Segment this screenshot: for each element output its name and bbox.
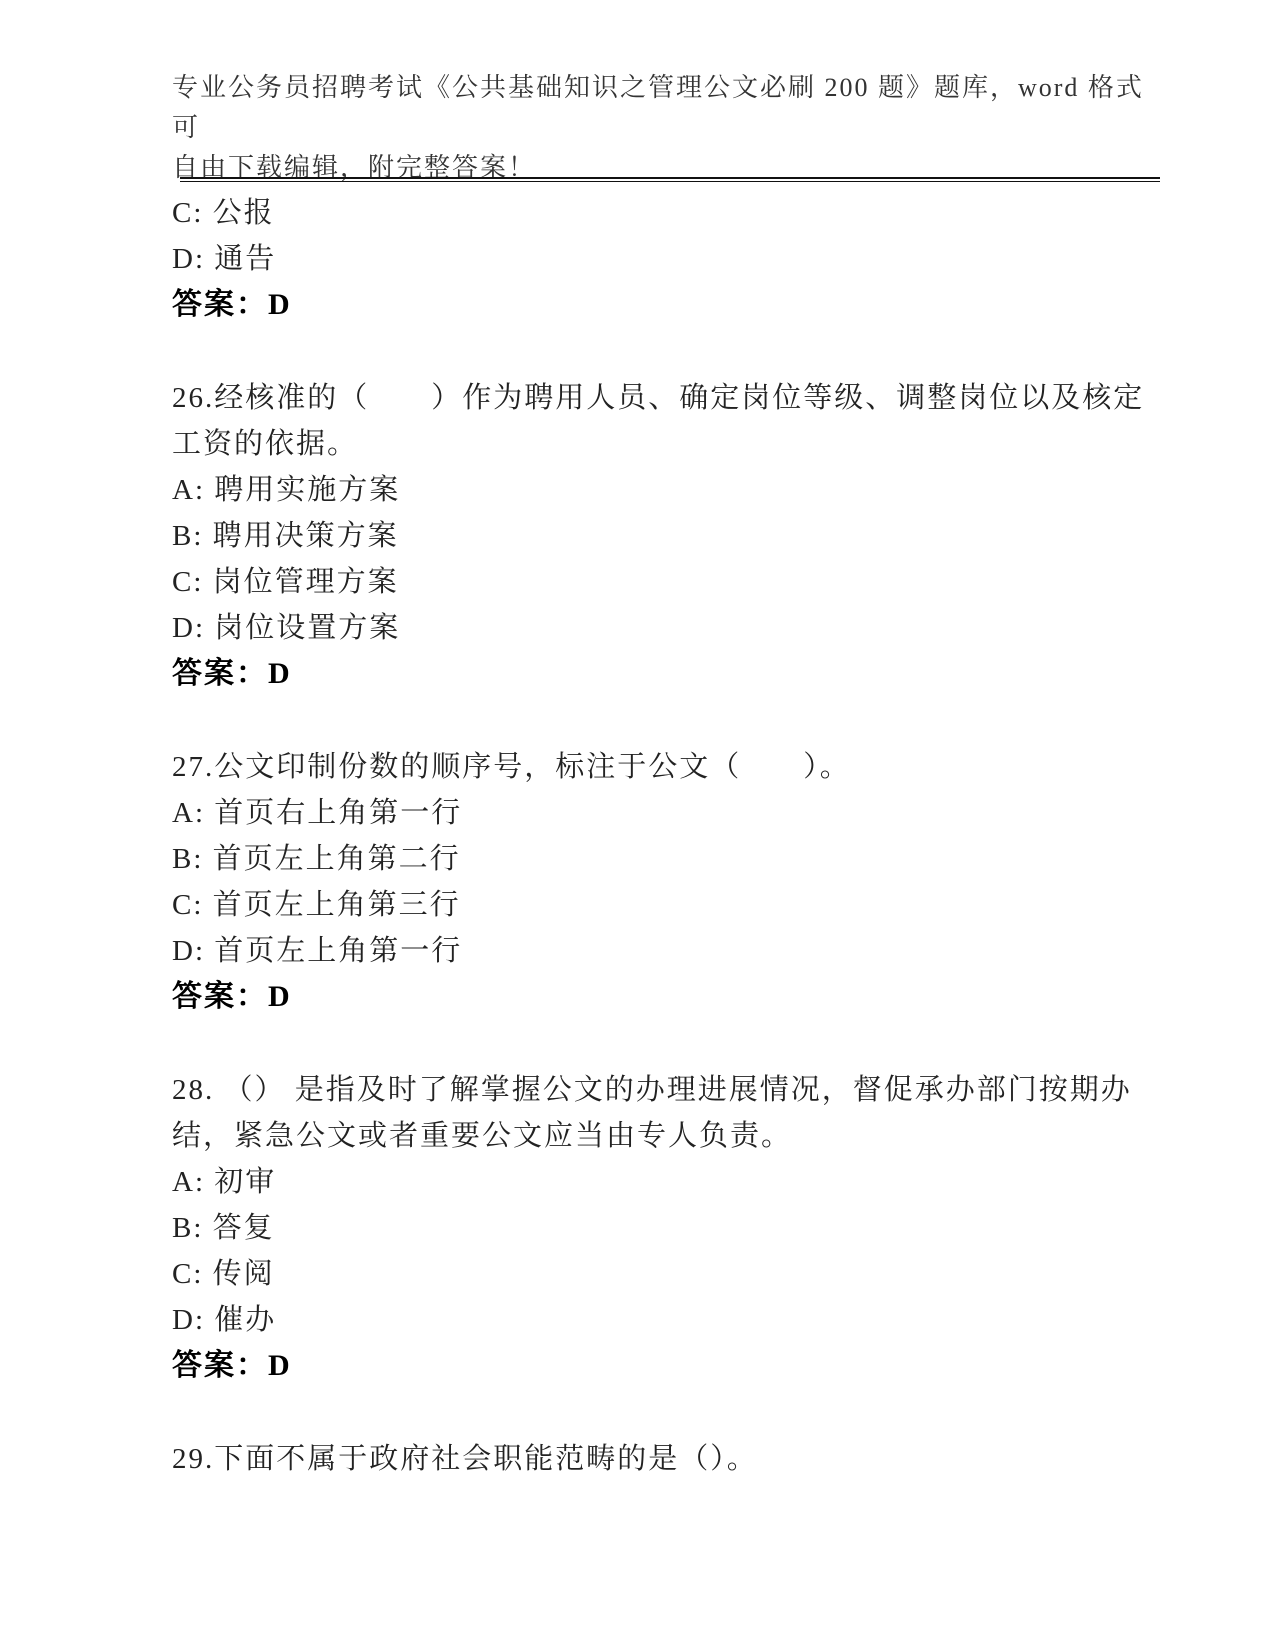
header-divider: [180, 177, 1160, 182]
option-line: C: 首页左上角第三行: [172, 889, 461, 921]
option-line: C: 岗位管理方案: [172, 566, 399, 598]
option-line: D: 岗位设置方案: [172, 612, 401, 644]
header-line-2: 自由下载编辑，附完整答案！: [172, 153, 537, 182]
question-block: [172, 1067, 1152, 1389]
answer-line: 答案：D: [172, 657, 292, 690]
option-line: B: 首页左上角第二行: [172, 843, 461, 875]
question-block: [172, 375, 1152, 697]
questions-content: [172, 190, 1152, 1482]
question-line: 28. （） 是指及时了解掌握公文的办理进展情况，督促承办部门按期办结，紧急公文或者重要公文应当由专人负责。: [172, 1074, 1132, 1152]
option-line: D: 首页左上角第一行: [172, 935, 463, 967]
option-line: C: 传阅: [172, 1258, 275, 1290]
header-line-1: 专业公务员招聘考试《公共基础知识之管理公文必刷 200 题》题库，word 格式可: [172, 73, 1144, 142]
answer-line: 答案：D: [172, 980, 292, 1013]
answer-line: 答案：D: [172, 288, 292, 321]
document-header: [172, 68, 1152, 188]
question-line: 27.公文印制份数的顺序号，标注于公文（ ）。: [172, 751, 851, 783]
option-line: B: 答复: [172, 1212, 275, 1244]
option-line: A: 首页右上角第一行: [172, 797, 463, 829]
option-line: C: 公报: [172, 197, 275, 229]
option-line: B: 聘用决策方案: [172, 520, 399, 552]
carryover-block: [172, 190, 1152, 328]
question-line: 29.下面不属于政府社会职能范畴的是（）。: [172, 1443, 758, 1475]
question-block: [172, 744, 1152, 1020]
question-line: 26.经核准的（ ）作为聘用人员、确定岗位等级、调整岗位以及核定工资的依据。: [172, 382, 1145, 460]
option-line: D: 通告: [172, 243, 277, 275]
option-line: D: 催办: [172, 1304, 277, 1336]
option-line: A: 初审: [172, 1166, 277, 1198]
option-line: A: 聘用实施方案: [172, 474, 401, 506]
question-block: [172, 1436, 1152, 1482]
answer-line: 答案：D: [172, 1349, 292, 1382]
